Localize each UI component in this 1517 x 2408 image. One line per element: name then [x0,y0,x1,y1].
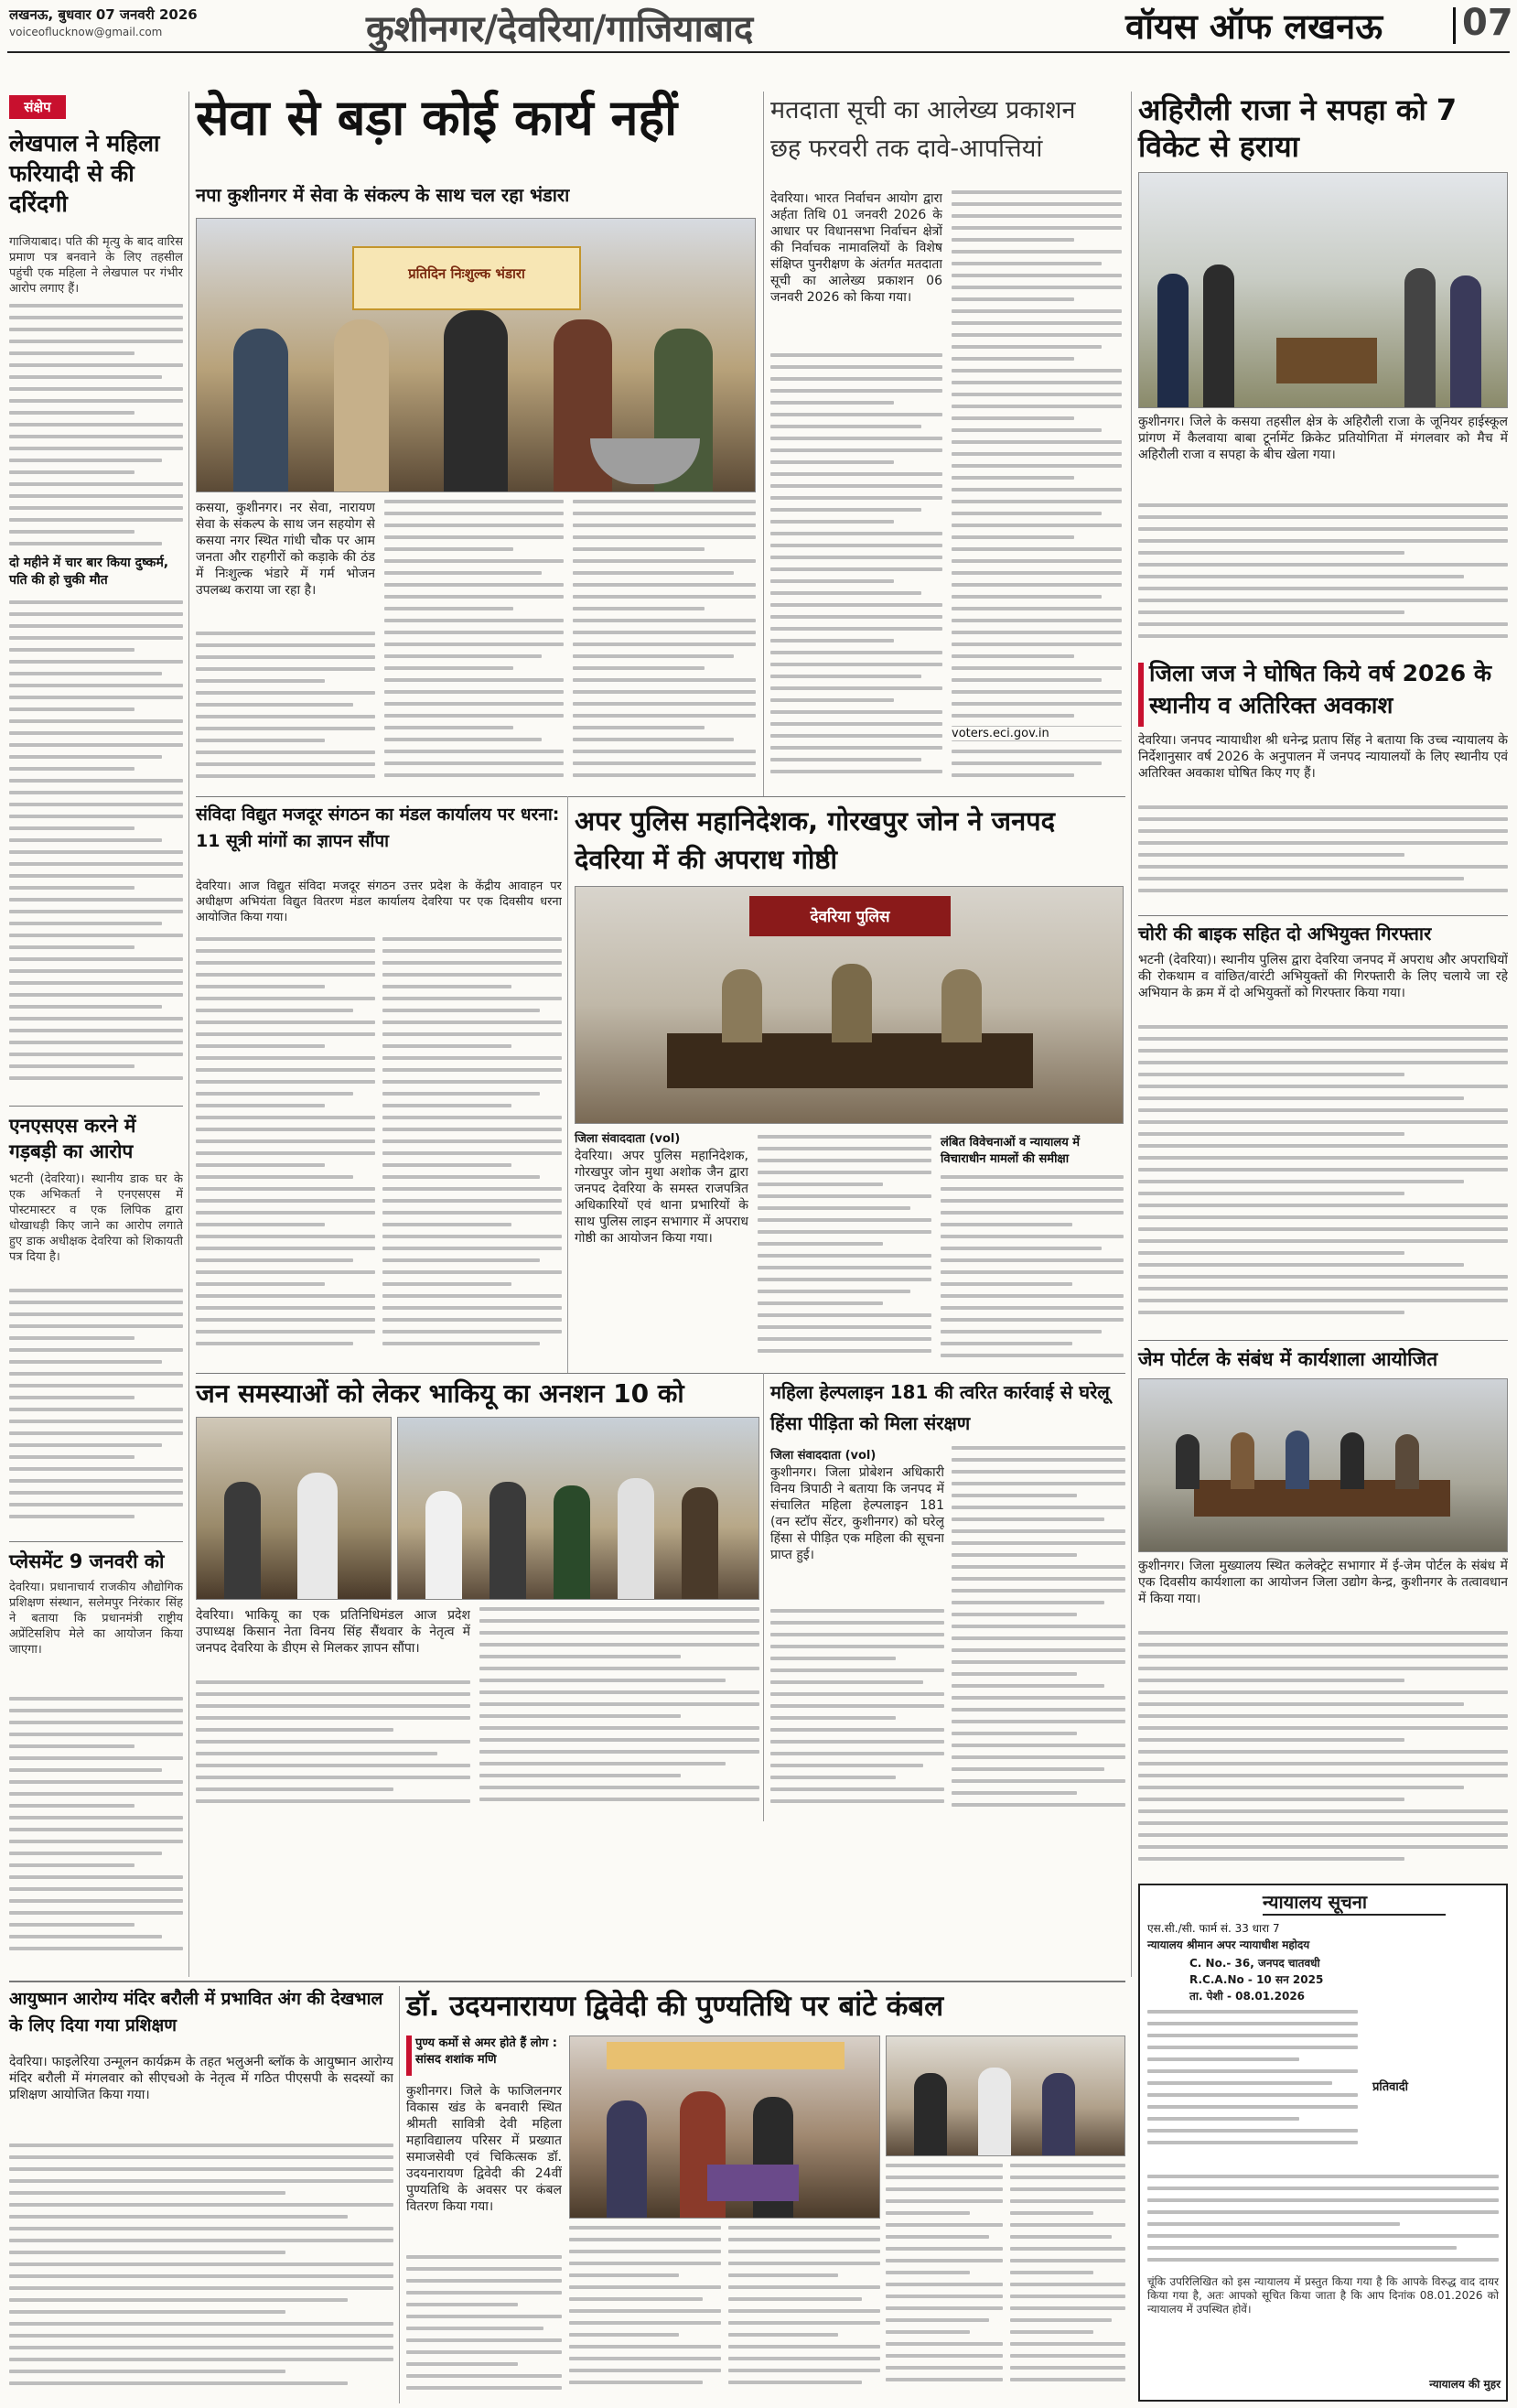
mahila-body-col2 [952,1446,1125,1816]
mahila-body-col1 [770,1609,944,1816]
person-figure [233,329,288,492]
rule-center-2 [196,1373,1125,1374]
nyayalay-line2: न्यायालय श्रीमान अपर न्यायाधीश महोदय [1147,1938,1310,1951]
nyayalay-line3: C. No.- 36, जनपद चातवधी [1189,1957,1320,1970]
email: voiceoflucknow@gmail.com [9,26,163,38]
person-figure [1286,1431,1309,1489]
person-figure [1157,274,1189,408]
story3-lead: देवरिया। प्रधानाचार्य राजकीय औद्योगिक प्रशिक्षण संस्थान, सलेमपुर निरंकार सिंह ने बताया कि प्रधानमंत्री राष्ट्रीय अप्रेंटिसशिप मेले का आयोजन किया जाएगा। [9,1581,183,1657]
banner-strip [607,2042,845,2069]
police-headline: अपर पुलिस महानिदेशक, गोरखपुर जोन ने जनपद देवरिया में की अपराध गोष्ठी [575,805,1056,875]
jila-jaj-body [1138,805,1508,906]
punya-kicker: पुण्य कर्मो से अमर होते हैं लोग : सांसद शशांक मणि [415,2036,557,2067]
mahila-lead: कुशीनगर। जिला प्रोबेशन अधिकारी विनय त्रिपाठी ने बताया कि जनपद में संचालित महिला हेल्पलाइन 181 (वन स्टॉप सेंटर, कुशीनगर) को घरेलू हिंसा से पीड़ित एक महिला की सूचना प्राप्त हुई। [770,1465,944,1562]
rule-police [1131,796,1132,1977]
ahirauli-lead: कुशीनगर। जिले के कसया तहसील क्षेत्र के अहिरौली राजा के जूनियर हाईस्कूल प्रांगण में कैलवाया बाबा टूर्नामेंट क्रिकेट प्रतियोगिता में मंगलवार को मैच में अहिरौली राजा व सपहा के बीच खेला गया। [1138,415,1508,462]
nyayalay-list [1147,2010,1358,2165]
nyayalay-label: प्रतिवादी [1372,2080,1409,2094]
story3-body [9,1697,183,1970]
person-figure [1404,268,1436,408]
gem-body [1138,1631,1508,1874]
mahila-byline: जिला संवाददाता (vol) [770,1449,877,1463]
police-body-col2 [758,1135,931,1367]
samvida-body-col2 [382,937,562,1367]
jan-samasya-lead: देवरिया। भाकियू का एक प्रतिनिधिमंडल आज प्रदेश उपाध्यक्ष किसान नेता विनय सिंह सैंथवार के नेतृत्व में जनपद देवरिया के डीएम से मिलकर ज्ञापन सौंपा। [196,1608,470,1656]
person-figure [1450,275,1481,408]
rule-matdata [1131,92,1132,796]
person-figure [607,2100,647,2219]
ayushman-body [9,2143,393,2402]
story2-lead: भटनी (देवरिया)। स्थानीय डाक घर के एक अभिकर्ता ने एनएसएस में पोस्टमास्टर व एक लिपिक द्वारा धोखाधड़ी किए जाने का आरोप लगाते हुए डाक अधीक्षक देवरिया को शिकायती पत्र दिया है। [9,1172,183,1264]
punya-body-col2 [569,2226,721,2402]
punya-photo [569,2035,880,2219]
person-figure [682,1487,718,1600]
person-figure [1231,1432,1254,1489]
paper-name: वॉयस ऑफ लखनऊ [1125,6,1383,47]
rule-bottom [9,1981,1125,1982]
matdata-subhead: छह फरवरी तक दावे-आपत्तियां [770,135,1043,163]
header-rule [7,51,1510,53]
nyayalay-line4: R.C.A.No - 10 सन 2025 [1189,1973,1324,1986]
seva-lead: कसया, कुशीनगर। नर सेवा, नारायण सेवा के संकल्प के साथ जन सहयोग से कसया नगर स्थित गांधी चौक पर आम जनता और राहगीरों को कड़ाके की ठंड में निःशुल्क भंडारे में गर्म भोजन उपलब्ध कराया जा रहा है। [196,501,375,598]
rule-right-2 [1138,1340,1508,1341]
nyayalay-defendants [1147,2175,1499,2266]
rule-jan [763,1373,764,1821]
jan-samasya-body-col2 [479,1607,759,1816]
section-title: कुशीनगर/देवरिया/गाजियाबाद [366,8,754,50]
nyayalay-notice-text: चूंकि उपरिलिखित को इस न्यायालय में प्रस्तुत किया गया है कि आपके विरुद्ध वाद दायर किया गया है, अतः आपको सूचित किया जाता है कि आप दिनांक 08.01.2026 को न्यायालय में उपस्थित होवें। [1147,2275,1499,2316]
officer-figure [832,964,872,1042]
matdata-body-col2 [952,190,1122,787]
person-figure [618,1478,654,1600]
trophy-table [1276,338,1377,383]
ayushman-lead: देवरिया। फाइलेरिया उन्मूलन कार्यक्रम के तहत भलुअनी ब्लॉक के आयुष्मान आरोग्य मंदिर बरौली में मंगलवार को सीएचओ के नेतृत्व में गठित पीएसपी के सदस्यों का प्रशिक्षण आयोजित किया गया। [9,2055,393,2102]
punya-body-col3 [728,2226,880,2402]
person-figure [1340,1432,1364,1489]
rule-right-1 [1138,915,1508,916]
samvida-lead: देवरिया। आज विद्युत संविदा मजदूर संगठन उत्तर प्रदेश के केंद्रीय आवाहन पर अधीक्षण अभियंता विद्युत वितरण मंडल कार्यालय देवरिया पर एक दिवसीय धरना आयोजित किया गया। [196,880,562,924]
rule-left-1 [9,1106,183,1107]
officer-figure [722,969,762,1042]
rule-seva [763,92,764,796]
person-figure [1176,1434,1200,1489]
story3-headline: प्लेसमेंट 9 जनवरी को [9,1550,165,1572]
story2-body [9,1289,183,1528]
seva-body-col1 [196,632,375,787]
gem-lead: कुशीनगर। जिला मुख्यालय स्थित कलेक्ट्रेट सभागार में ई-जेम पोर्टल के संबंध में एक दिवसीय कार्यशाला का आयोजन जिला उद्योग केन्द्र, कुशीनगर के तत्वावधान में किया गया। [1138,1559,1508,1606]
person-figure [1042,2073,1075,2156]
seva-photo [196,218,756,492]
story1-body-2 [9,600,183,1096]
matdata-lead: देवरिया। भारत निर्वाचन आयोग द्वारा अर्हता तिथि 01 जनवरी 2026 के आधार पर विधानसभा निर्वाचन क्षेत्रों की निर्वाचक नामावलियों के विशेष संक्षिप्त पुनरीक्षण के अंतर्गत मतदाता सूची का आलेख्य प्रकाशन 06 जनवरी 2026 को किया गया। [770,191,942,305]
seva-subhead: नपा कुशीनगर में सेवा के संकल्प के साथ चल रहा भंडारा [196,184,570,206]
samvida-body-col1 [196,937,375,1367]
gem-headline: जेम पोर्टल के संबंध में कार्यशाला आयोजित [1138,1348,1438,1370]
punya-body-col1 [406,2255,562,2402]
punya-photo-small [886,2035,1125,2156]
punya-body-col5 [1010,2164,1125,2402]
mahila-headline: महिला हेल्पलाइन 181 की त्वरित कार्रवाई से घरेलू हिंसा पीड़िता को मिला संरक्षण [770,1381,1110,1434]
person-figure [444,310,508,492]
header-divider [1453,7,1456,44]
person-figure [1203,265,1234,408]
jila-jaj-lead: देवरिया। जनपद न्यायाधीश श्री धनेन्द्र प्रताप सिंह ने बताया कि उच्च न्यायालय के निर्देशानुसार वर्ष 2026 के अनुपालन में जनपद न्यायालयों के लिए स्थानीय एवं अतिरिक्त अवकाश घोषित किए गए हैं। [1138,733,1508,781]
ayushman-headline: आयुष्मान आरोग्य मंदिर बरौली में प्रभावित अंग की देखभाल के लिए दिया गया प्रशिक्षण [9,1989,383,2035]
police-sub: लंबित विवेचनाओं व न्यायालय में विचाराधीन मामलों की समीक्षा [941,1136,1081,1166]
blanket [707,2165,799,2201]
matdata-body-col1 [770,353,942,787]
matdata-website[interactable]: voters.eci.gov.in [952,727,1122,740]
person-figure [978,2068,1011,2156]
gem-photo [1138,1378,1508,1552]
officer-figure [941,969,982,1042]
person-figure [224,1482,261,1600]
nyayalay-line5: ता. पेशी - 08.01.2026 [1189,1990,1306,2003]
sankshep-label: संक्षेप [9,95,66,119]
police-lead: देवरिया। अपर पुलिस महानिदेशक, गोरखपुर जोन मुथा अशोक जैन द्वारा जनपद देवरिया के समस्त राजपत्रित अधिकारियों एवं थाना प्रभारियों के साथ पुलिस लाइन सभागार में अपराध गोष्ठी का आयोजन किया गया। [575,1149,748,1246]
person-figure [334,319,389,492]
jan-samasya-photo-1 [196,1417,392,1600]
ahirauli-body [1138,503,1508,650]
rule-left-2 [9,1541,183,1542]
story1-lead: गाजियाबाद। पति की मृत्यु के बाद वारिस प्रमाण पत्र बनवाने के लिए तहसील पहुंची एक महिला ने लेखपाल पर गंभीर आरोप लगाए हैं। [9,235,183,296]
police-board-text: देवरिया पुलिस [810,908,890,926]
story1-sub: दो महीने में चार बार किया दुष्कर्म, पति की हो चुकी मौत [9,556,169,588]
seva-headline: सेवा से बड़ा कोई कार्य नहीं [196,89,678,146]
matdata-headline: मतदाता सूची का आलेख्य प्रकाशन [770,96,1076,124]
nyayalay-heading: न्यायालय सूचना [1263,1889,1446,1916]
jan-samasya-photo-2 [397,1417,759,1600]
rule-ayushman [399,1986,400,2403]
ahirauli-photo [1138,172,1508,408]
story1-body [9,304,183,551]
page-number: 07 [1462,2,1513,44]
jan-samasya-headline: जन समस्याओं को लेकर भाकियू का अनशन 10 को [196,1378,684,1409]
jan-samasya-body-col1 [196,1680,470,1816]
punya-lead: कुशीनगर। जिले के फाजिलनगर विकास खंड के बनवारी स्थित श्रीमती सावित्री देवी महिला महाविद्यालय परिसर में प्रख्यात समाजसेवी एवं चिकित्सक डॉ. उदयनारायण द्विवेदी की 24वीं पुण्यतिथि के अवसर पर कंबल वितरण किया गया। [406,2084,562,2214]
dateline: लखनऊ, बुधवार 07 जनवरी 2026 [9,6,198,23]
chori-lead: भटनी (देवरिया)। स्थानीय पुलिस द्वारा देवरिया जनपद में अपराध और अपराधियों की रोकथाम व वांछित/वारंटी अभियुक्तों की गिरफ्तारी के लिए चलाये जा रहे अभियान के क्रम में दो अभियुक्तों को गिरफ्तार किया गया। [1138,953,1508,1000]
jila-jaj-marker [1138,663,1144,727]
police-body-col3 [941,1175,1124,1367]
seva-body-col2 [384,500,564,787]
person-figure [554,1485,590,1600]
nyayalay-footer: न्यायालय की मुहर [1429,2378,1501,2391]
police-photo [575,886,1124,1124]
rule-center-1 [196,796,1125,797]
story1-headline: लेखपाल ने महिला फरियादी से की दरिंदगी [9,130,160,217]
person-figure [297,1473,338,1600]
person-figure [425,1491,462,1600]
punya-kicker-marker [406,2035,412,2076]
person-figure [914,2073,947,2156]
punya-headline: डॉ. उदयनारायण द्विवेदी की पुण्यतिथि पर बांटे कंबल [406,1990,944,2023]
person-figure [490,1482,526,1600]
rule-col-left [188,92,189,1977]
story2-headline: एनएसएस करने में गड़बड़ी का आरोप [9,1115,136,1162]
samvida-headline: संविदा विद्युत मजदूर संगठन का मंडल कार्यालय पर धरना: 11 सूत्री मांगों का ज्ञापन सौंपा [196,804,560,851]
nyayalay-line1: एस.सी./सी. फार्म सं. 33 धारा 7 [1147,1922,1280,1935]
jila-jaj-headline: जिला जज ने घोषित किये वर्ष 2026 के स्थानीय व अतिरिक्त अवकाश [1149,660,1492,718]
ahirauli-headline: अहिरौली राजा ने सपहा को 7 विकेट से हराया [1138,92,1458,164]
chori-body [1138,1025,1508,1327]
rule-samvida [567,796,568,1373]
seva-banner-text: प्रतिदिन निःशुल्क भंडारा [408,265,525,282]
chori-headline: चोरी की बाइक सहित दो अभियुक्त गिरफ्तार [1138,923,1432,945]
punya-body-col4 [886,2164,1003,2402]
police-byline: जिला संवाददाता (vol) [575,1132,681,1146]
seva-body-col3 [573,500,756,787]
person-figure [1395,1434,1419,1489]
